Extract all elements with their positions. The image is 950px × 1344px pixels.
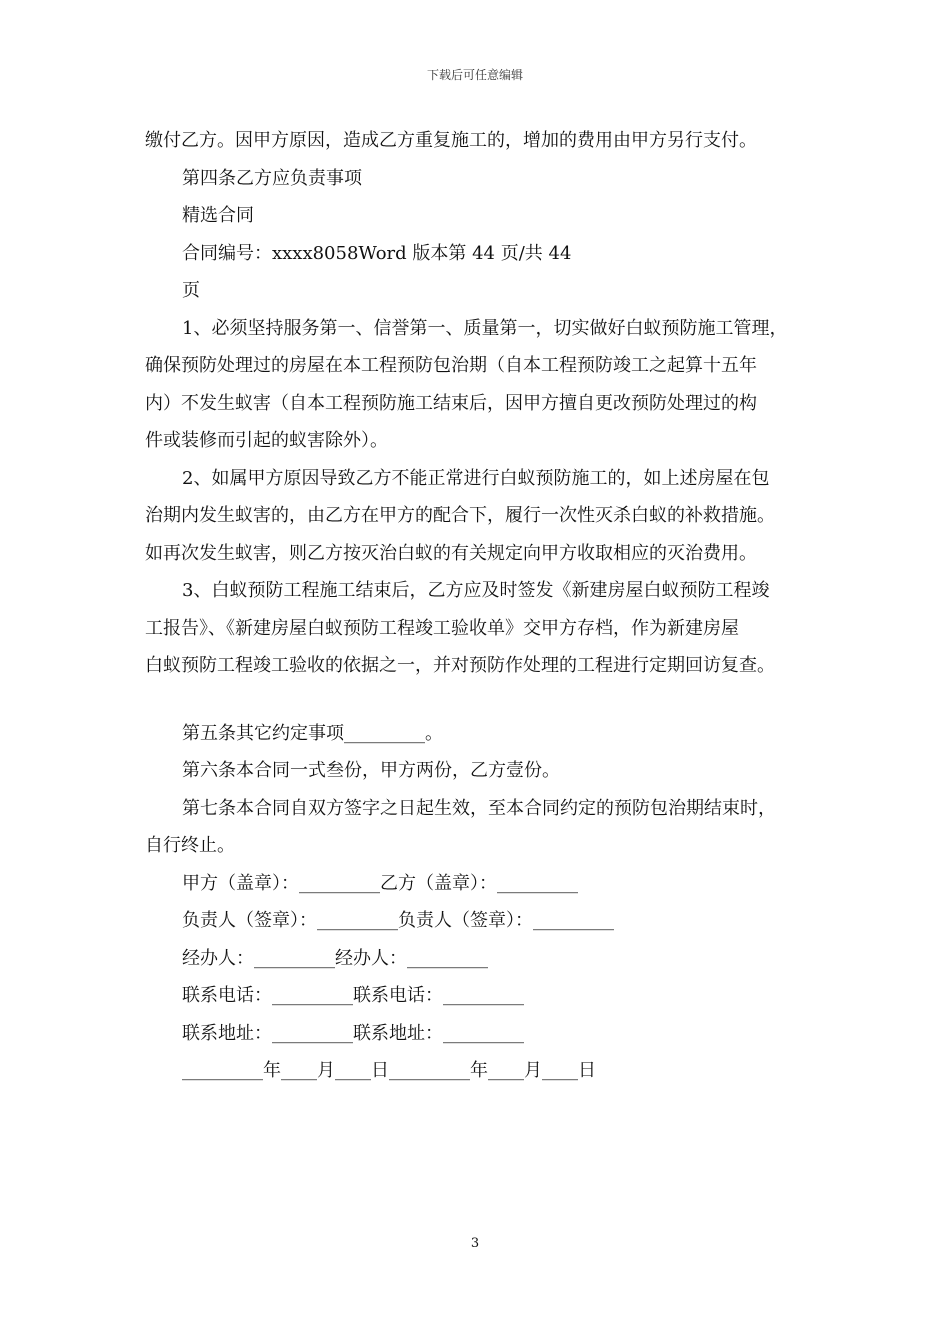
text-line: 第五条其它约定事项_________。 [182,722,443,744]
text-line: 自行终止。 [145,835,235,856]
text-line: 内）不发生蚁害（自本工程预防施工结束后，因甲方擅自更改预防处理过的构 [145,392,757,414]
page-header: 下载后可任意编辑 [426,68,523,82]
text-line: 经办人：_________经办人：_________ [182,947,488,969]
text-line: 如再次发生蚁害，则乙方按灭治白蚁的有关规定向甲方收取相应的灭治费用。 [145,542,757,564]
text-line: _________年____月____日_________年____月____日 [182,1060,596,1081]
contact-phone-row [145,977,825,1015]
text-line: 负责人（签章）：_________负责人（签章）：_________ [182,910,614,931]
clause-1 [145,310,825,460]
paragraph [145,197,825,235]
text-line: 合同编号：xxxx8058Word 版本第 44 页/共 44 [182,242,572,264]
clause-2 [145,460,825,573]
article-7 [145,790,825,865]
text-line: 联系电话：_________联系电话：_________ [182,985,524,1006]
signature-responsible-row [145,902,825,940]
text-line: 工报告》、《新建房屋白蚁预防工程竣工验收单》交甲方存档，作为新建房屋 [145,617,739,639]
text-line: 3、白蚁预防工程施工结束后，乙方应及时签发《新建房屋白蚁预防工程竣 [182,580,770,601]
clause-3 [145,572,825,685]
spacer [145,685,825,715]
text-line: 缴付乙方。因甲方原因，造成乙方重复施工的，增加的费用由甲方另行支付。 [145,130,757,151]
text-line: 白蚁预防工程竣工验收的依据之一，并对预防作处理的工程进行定期回访复查。 [145,655,775,676]
paragraph [145,122,825,160]
contract-number [145,235,825,273]
article-6 [145,752,825,790]
text-line: 2、如属甲方原因导致乙方不能正常进行白蚁预防施工的，如上述房屋在包 [182,467,770,489]
text-line: 联系地址：_________联系地址：_________ [182,1022,524,1044]
text-line: 第六条本合同一式叁份，甲方两份，乙方壹份。 [182,760,560,781]
text-line: 甲方（盖章）：_________乙方（盖章）：_________ [182,872,578,894]
document-body [145,122,825,1090]
signature-handler-row [145,940,825,978]
text-line: 第七条本合同自双方签字之日起生效，至本合同约定的预防包治期结束时， [182,797,776,819]
page-number: 3 [470,1236,480,1251]
paragraph [145,272,825,310]
text-line: 件或装修而引起的蚁害除外）。 [145,430,388,451]
text-line: 治期内发生蚁害的，由乙方在甲方的配合下，履行一次性灭杀白蚁的补救措施。 [145,505,775,526]
article-5 [145,715,825,753]
article-heading [145,160,825,198]
text-line: 精选合同 [182,205,254,226]
text-line: 第四条乙方应负责事项 [182,167,362,189]
text-line: 页 [182,280,200,301]
signature-seal-row [145,865,825,903]
date-row [145,1052,825,1090]
text-line: 确保预防处理过的房屋在本工程预防包治期（自本工程预防竣工之起算十五年 [145,355,757,376]
contact-address-row [145,1015,825,1053]
text-line: 1、必须坚持服务第一、信誉第一、质量第一，切实做好白蚁预防施工管理， [182,317,788,339]
